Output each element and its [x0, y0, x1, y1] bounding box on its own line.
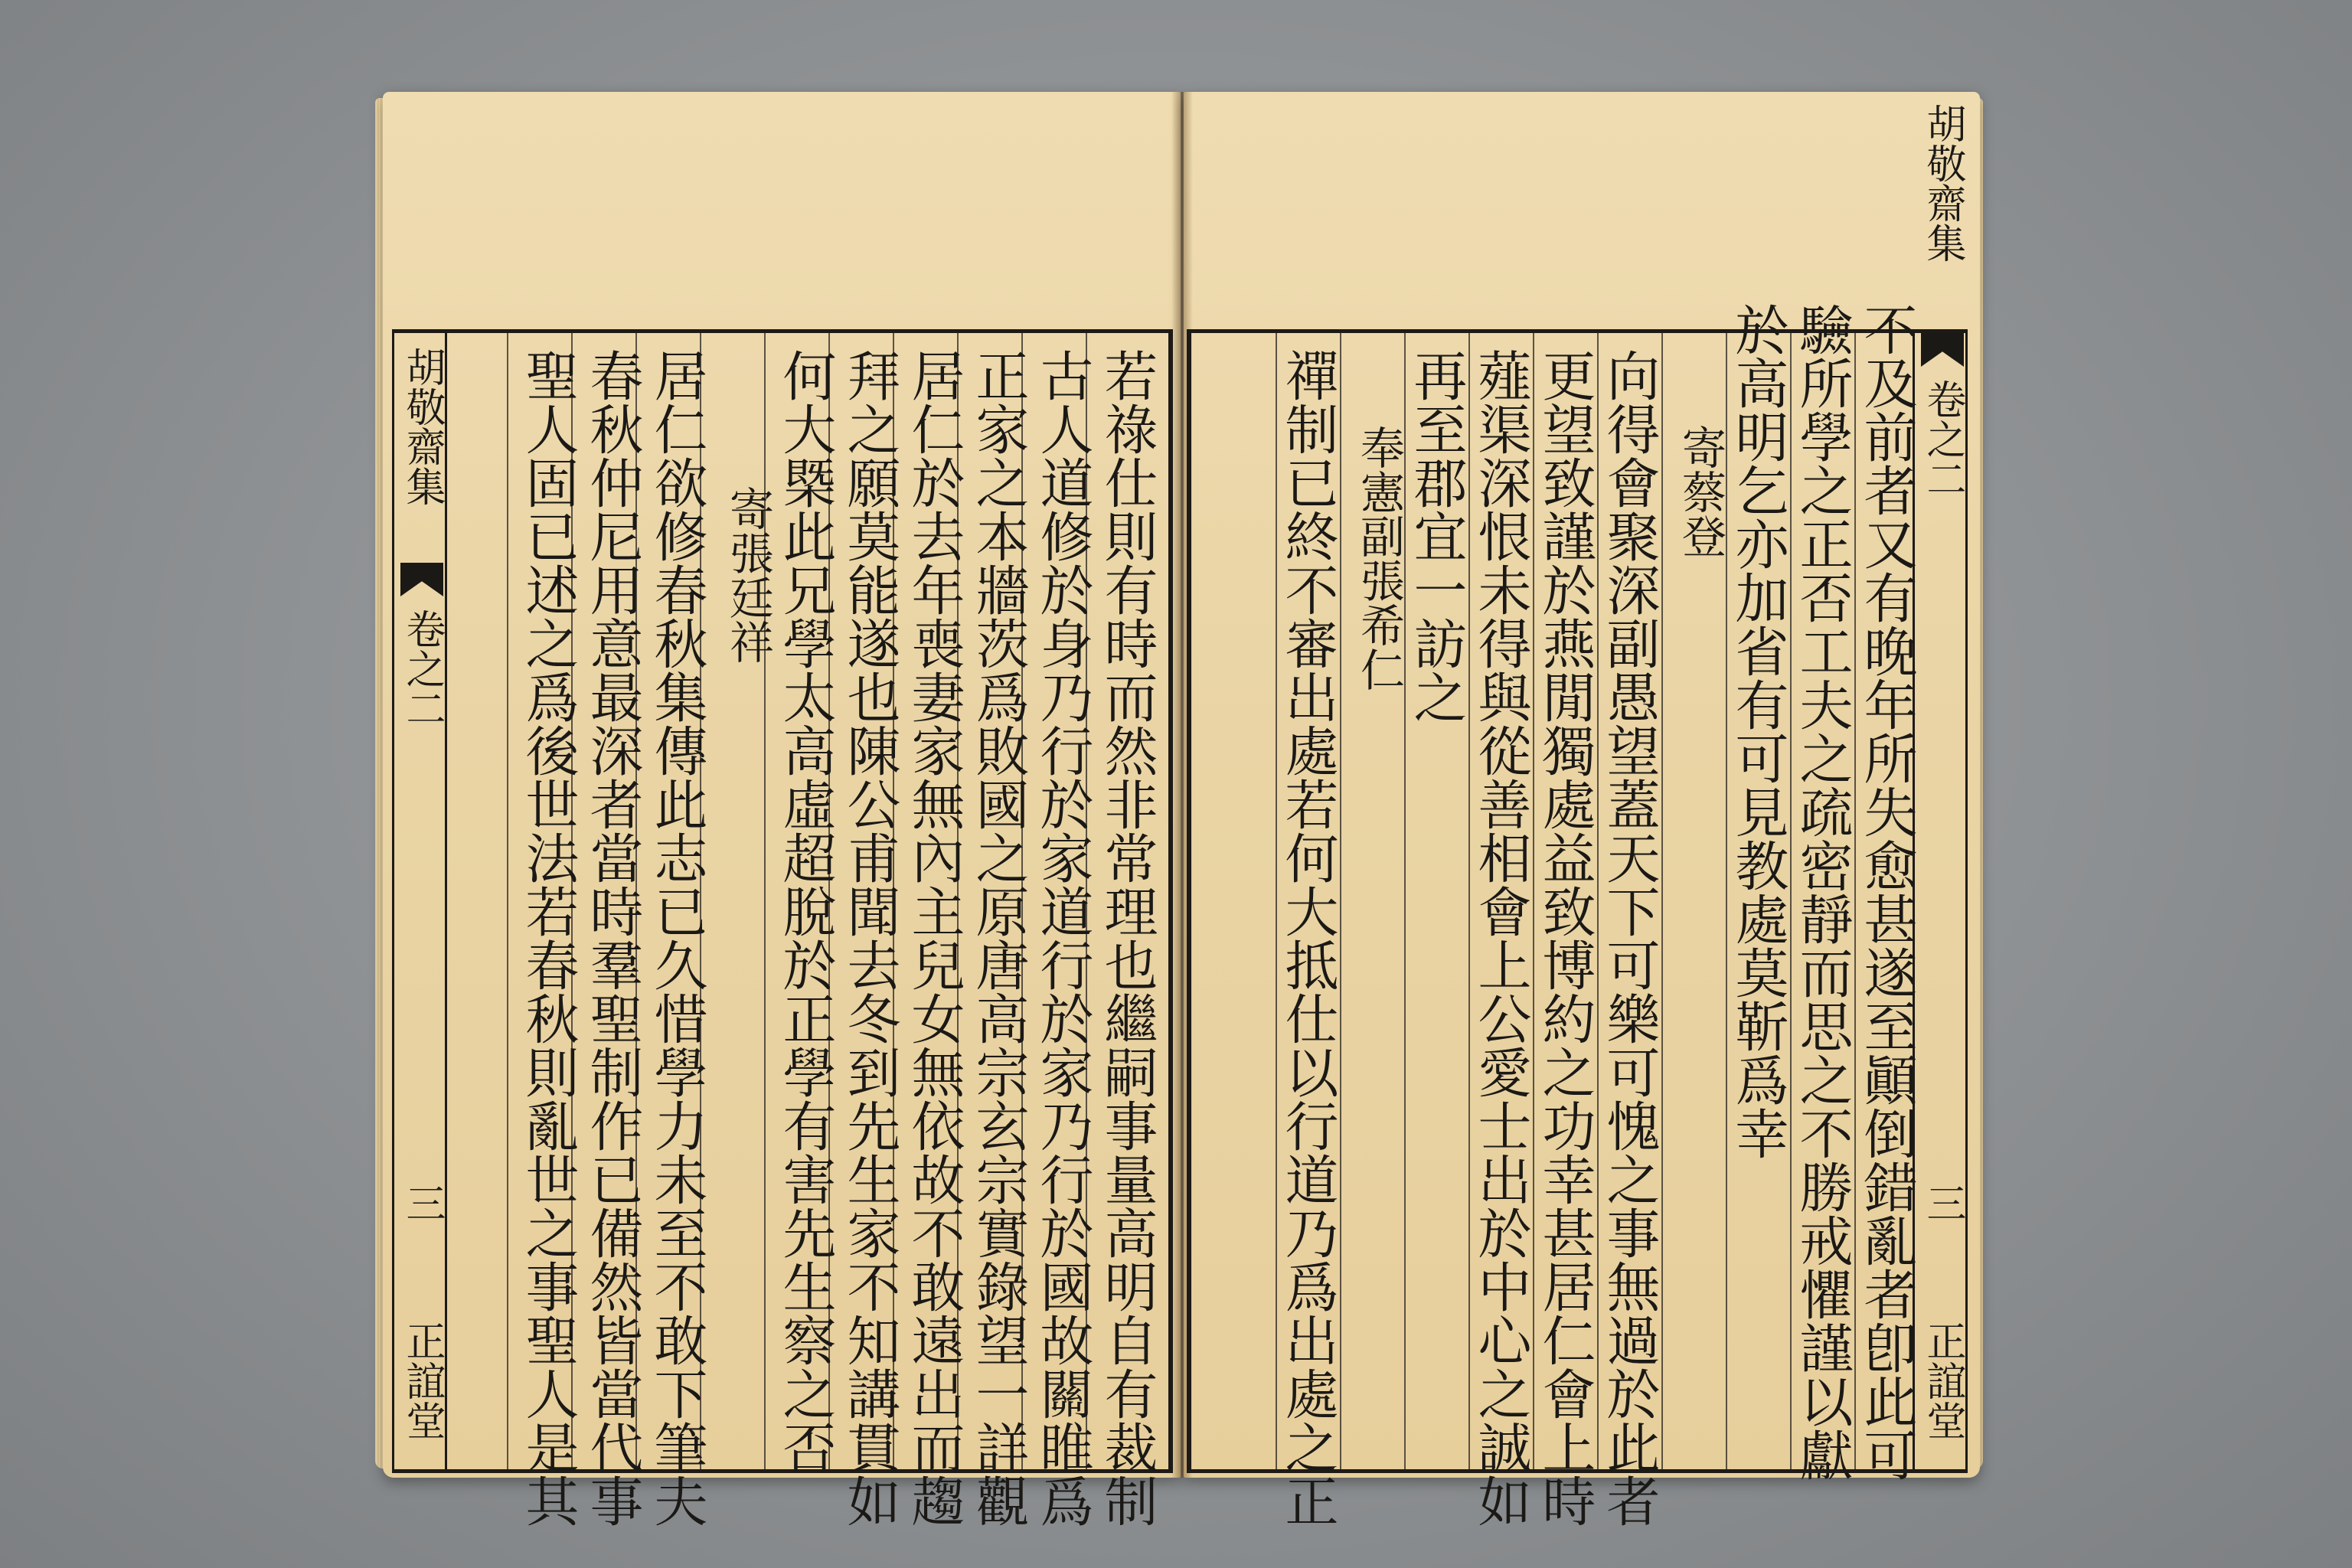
text-column-3: 於高明乞亦加省有可見教處莫靳爲幸: [1726, 302, 1789, 1160]
letter-heading: 奉憲副張希仁: [1353, 425, 1405, 691]
text-column-1: 不及前者又有晚年所失愈甚遂至顚倒錯亂者卽此可: [1855, 302, 1918, 1481]
text-column-2: 驗所學之正否工夫之疏密靜而思之不勝戒懼謹以獻: [1791, 302, 1854, 1481]
banxin-volume: 卷之二: [399, 609, 445, 728]
text-column-2: 古人道修於身乃行於家道行於家乃行於國故關睢爲: [1031, 348, 1094, 1527]
text-column-7: 薤渠深恨未得與從善相會上公愛士出於中心之誠如: [1469, 348, 1532, 1527]
banxin-volume: 卷之二: [1919, 379, 1965, 498]
banxin-title: 胡敬齋集: [1919, 103, 1965, 263]
column-rule: [1340, 333, 1341, 1469]
letter-heading: 寄張廷祥: [722, 486, 774, 664]
text-column-6: 更望致謹於燕閒獨處益致博約之功幸甚居仁會上時: [1534, 348, 1596, 1527]
text-column-1: 若祿仕則有時而然非常理也繼嗣事量高明自有裁制: [1096, 348, 1158, 1527]
banxin-folio: 三: [399, 1183, 445, 1223]
right-text-frame: [1187, 103, 1968, 1527]
text-column-10: 禪制已終不審出處若何大抵仕以行道乃爲出處之正: [1276, 348, 1339, 1527]
fishtail-mark: [400, 563, 443, 596]
banxin-publisher: 正誼堂: [399, 1321, 445, 1440]
banxin-publisher: 正誼堂: [1919, 1321, 1965, 1440]
column-rule: [1661, 333, 1663, 1469]
text-column-5: 拜之願莫能遂也陳公甫聞去冬到先生家不知講貫如: [838, 348, 901, 1527]
text-column-5: 向得會聚深副愚望蓋天下可樂可愧之事無過於此者: [1598, 348, 1661, 1527]
right-banxin: [1913, 103, 1968, 1469]
text-column-3: 正家之本牆茨爲敗國之原唐高宗玄宗實錄望一詳觀: [967, 348, 1030, 1527]
text-column-10: 聖人固已述之爲後世法若春秋則亂世之事聖人是其: [517, 348, 580, 1527]
banxin-title: 胡敬齋集: [399, 347, 445, 506]
banxin-folio: 三: [1919, 1183, 1965, 1223]
letter-heading: 寄蔡登: [1674, 425, 1726, 558]
left-banxin: [392, 333, 447, 1469]
left-text-frame: [392, 329, 1173, 1527]
column-rule: [507, 333, 508, 1469]
text-column-9: 春秋仲尼用意最深者當時羣聖制作已備然皆當代事: [581, 348, 644, 1527]
text-column-6: 何大槩此兄學太高虛超脫於正學有害先生察之否: [774, 348, 837, 1474]
text-column-8: 居仁欲修春秋集傳此志已久惜學力未至不敢下筆夫: [645, 348, 708, 1527]
text-column-8: 再至郡宜一訪之: [1405, 348, 1468, 724]
open-book: [375, 84, 1983, 1527]
fishtail-mark: [1921, 333, 1964, 367]
text-column-4: 居仁於去年喪妻家無內主兒女無依故不敢遠出而趨: [903, 348, 965, 1527]
